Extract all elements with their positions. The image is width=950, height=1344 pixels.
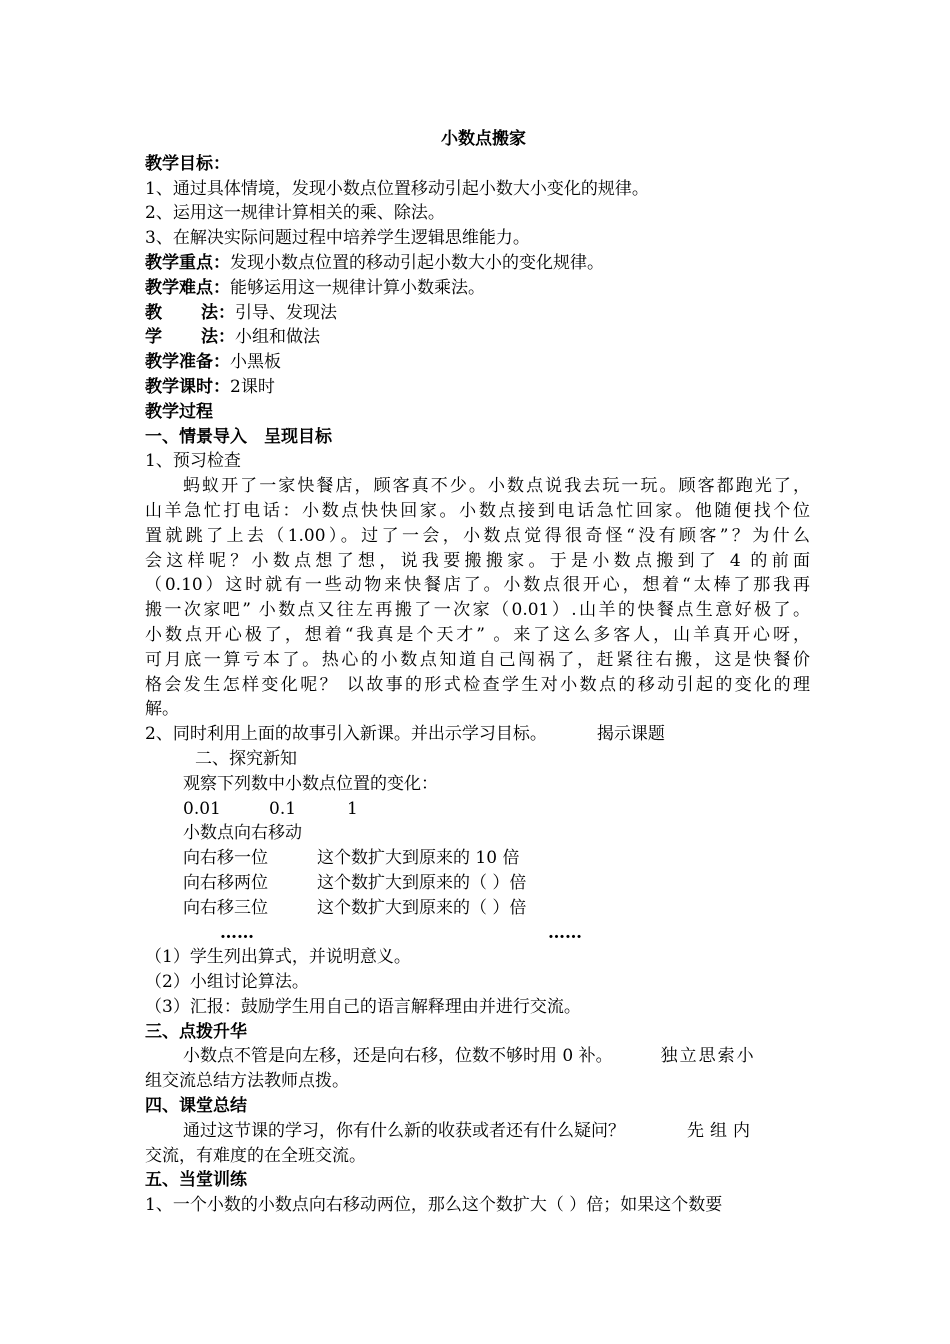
- teach-method-label-a: 教: [145, 302, 162, 323]
- move-row-result: 这个数扩大到原来的（ ）倍: [317, 872, 527, 893]
- section1-heading: 一、情景导入 呈现目标: [145, 426, 332, 447]
- story-line: 搬一次家吧” 小数点又往左再搬了一次家（0.01）.山羊的快餐点生意好极了。: [145, 600, 810, 621]
- move-row: [145, 871, 810, 896]
- section1-sub2-row: [145, 722, 810, 747]
- story-line: 蚂蚁开了一家快餐店，顾客真不少。小数点说我去玩一玩。顾客都跑光了，: [183, 476, 810, 497]
- ellipsis-row: [145, 921, 810, 946]
- process-heading: 教学过程: [145, 401, 213, 422]
- hours-label: 教学课时：: [145, 376, 230, 397]
- section4-line1: 通过这节课的学习，你有什么新的收获或者还有什么疑问？: [183, 1120, 625, 1141]
- story-line: 可月底一算亏本了。热心的小数点知道自己闯祸了，赶紧往右搬，这是快餐价: [145, 649, 810, 670]
- learn-method-value: 小组和做法: [235, 327, 320, 348]
- document-body: [145, 127, 810, 1218]
- section3-line1: 小数点不管是向左移，还是向右移，位数不够时用 0 补。: [183, 1046, 613, 1067]
- story-line: 置就跳了上去（1.00）。过了一会，小数点觉得很奇怪“没有顾客”？为什么: [145, 525, 810, 546]
- section5-line1: 1、一个小数的小数点向右移动两位，那么这个数扩大（ ）倍；如果这个数要: [145, 1195, 723, 1216]
- key-point-row: [145, 251, 810, 276]
- learn-method-label-b: 法：: [201, 327, 235, 348]
- teach-method-label-b: 法：: [201, 302, 235, 323]
- step-item: （3）汇报：鼓励学生用自己的语言解释理由并进行交流。: [145, 996, 581, 1017]
- section1-sub2: 2、同时利用上面的故事引入新课。并出示学习目标。: [145, 724, 547, 745]
- document-title: 小数点搬家: [441, 129, 526, 149]
- story-line: （0.10）这时就有一些动物来快餐店了。小数点很开心，想着“太棒了那我再: [145, 575, 810, 596]
- section3-line1-tail: 独立思索小: [660, 1046, 756, 1067]
- story-line: 会这样呢？小数点想了想，说我要搬搬家。于是小数点搬到了 4 的前面: [145, 550, 810, 571]
- objective-item: 2、运用这一规律计算相关的乘、除法。: [145, 203, 445, 224]
- move-row-label: 向右移两位: [183, 872, 268, 893]
- section1-sub2-tail: 揭示课题: [596, 724, 665, 745]
- difficulty-row: [145, 276, 810, 301]
- section3-line1-row: [145, 1044, 810, 1069]
- section4-line1-row: [145, 1119, 810, 1144]
- difficulty-label: 教学难点：: [145, 277, 230, 298]
- move-row: [145, 846, 810, 871]
- section4-heading: 四、课堂总结: [145, 1096, 247, 1117]
- number-item: 0.1: [269, 798, 297, 819]
- move-row-label: 向右移一位: [183, 848, 268, 869]
- numbers-row: [145, 797, 810, 822]
- key-point-value: 发现小数点位置的移动引起小数大小的变化规律。: [230, 252, 604, 273]
- story-line: 格会发生怎样变化呢？ 以故事的形式检查学生对小数点的移动引起的变化的理: [145, 674, 810, 695]
- teach-method-row: [145, 301, 810, 326]
- section5-heading: 五、当堂训练: [145, 1170, 247, 1191]
- learn-method-row: [145, 325, 810, 350]
- difficulty-value: 能够运用这一规律计算小数乘法。: [230, 277, 485, 298]
- step-item: （2）小组讨论算法。: [145, 972, 309, 993]
- hours-value: 2课时: [230, 376, 275, 397]
- ellipsis-b: ……: [548, 922, 582, 943]
- ellipsis-a: ……: [220, 922, 254, 943]
- number-item: 0.01: [183, 798, 221, 819]
- section1-sub1: 1、预习检查: [145, 451, 241, 472]
- story-line: 小数点开心极了，想着“我真是个天才” 。来了这么多客人，山羊真开心呀，: [145, 624, 810, 645]
- observe-text: 观察下列数中小数点位置的变化：: [183, 773, 438, 794]
- story-line: 山羊急忙打电话：小数点快快回家。小数点接到电话急忙回家。他随便找个位: [145, 500, 810, 521]
- move-row-label: 向右移三位: [183, 897, 268, 918]
- preparation-value: 小黑板: [230, 352, 281, 373]
- move-row-result: 这个数扩大到原来的（ ）倍: [317, 897, 527, 918]
- step-item: （1）学生列出算式，并说明意义。: [145, 947, 411, 968]
- move-right-text: 小数点向右移动: [183, 823, 302, 844]
- story-line: 解。: [145, 699, 179, 720]
- hours-row: [145, 375, 810, 400]
- objective-item: 1、通过具体情境，发现小数点位置移动引起小数大小变化的规律。: [145, 178, 649, 199]
- preparation-row: [145, 350, 810, 375]
- objectives-heading: 教学目标：: [145, 153, 230, 174]
- move-row: [145, 896, 810, 921]
- key-point-label: 教学重点：: [145, 252, 230, 273]
- move-row-result: 这个数扩大到原来的 10 倍: [317, 848, 520, 869]
- section3-line2: 组交流总结方法教师点拨。: [145, 1071, 349, 1092]
- section2-heading: 二、探究新知: [195, 748, 297, 769]
- preparation-label: 教学准备：: [145, 352, 230, 373]
- objective-item: 3、在解决实际问题过程中培养学生逻辑思维能力。: [145, 228, 530, 249]
- number-item: 1: [347, 798, 358, 819]
- section4-line2: 交流，有难度的在全班交流。: [145, 1145, 366, 1166]
- section3-heading: 三、点拨升华: [145, 1021, 247, 1042]
- section4-line1-tail: 先组内: [687, 1120, 756, 1141]
- teach-method-value: 引导、发现法: [235, 302, 337, 323]
- learn-method-label-a: 学: [145, 327, 162, 348]
